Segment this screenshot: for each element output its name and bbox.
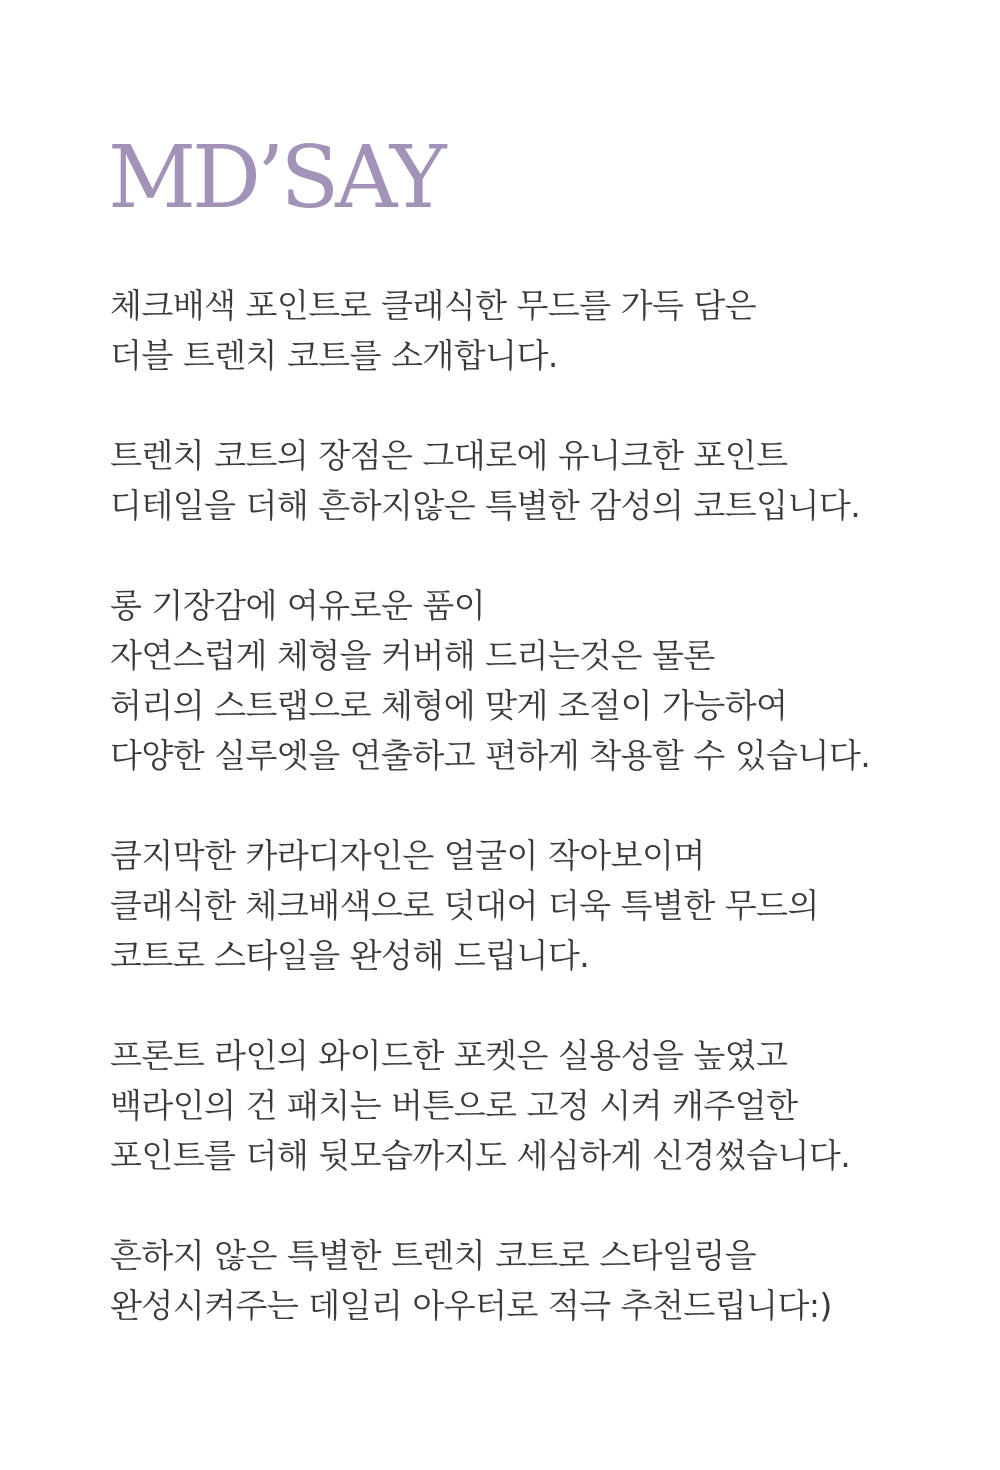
text-line: 다양한 실루엣을 연출하고 편하게 착용할 수 있습니다.: [110, 736, 871, 775]
text-line: 자연스럽게 체형을 커버해 드리는것은 물론: [110, 636, 715, 675]
text-line: 디테일을 더해 흔하지않은 특별한 감성의 코트입니다.: [110, 486, 861, 525]
text-line: 체크배색 포인트로 클래식한 무드를 가득 담은: [110, 286, 757, 325]
text-line: 클래식한 체크배색으로 덧대어 더욱 특별한 무드의: [110, 886, 819, 925]
text-line: 백라인의 건 패치는 버튼으로 고정 시켜 캐주얼한: [110, 1086, 798, 1125]
text-line: 허리의 스트랩으로 체형에 맞게 조절이 가능하여: [110, 686, 788, 725]
text-line: 완성시켜주는 데일리 아우터로 적극 추천드립니다:): [110, 1286, 832, 1325]
text-line: 코트로 스타일을 완성해 드립니다.: [110, 936, 590, 975]
paragraph-pockets: [110, 1031, 970, 1181]
paragraph-intro: [110, 281, 970, 381]
page-title: MD’SAY: [108, 128, 443, 228]
paragraph-fit: [110, 581, 970, 781]
text-line: 포인트를 더해 뒷모습까지도 세심하게 신경썼습니다.: [110, 1136, 851, 1175]
text-line: 큼지막한 카라디자인은 얼굴이 작아보이며: [110, 836, 705, 875]
text-line: 프론트 라인의 와이드한 포켓은 실용성을 높였고: [110, 1036, 788, 1075]
text-line: 롱 기장감에 여유로운 품이: [110, 586, 486, 625]
paragraph-recommend: [110, 1231, 970, 1331]
text-line: 더블 트렌치 코트를 소개합니다.: [110, 336, 558, 375]
paragraph-detail: [110, 431, 970, 531]
paragraph-collar: [110, 831, 970, 981]
text-line: 흔하지 않은 특별한 트렌치 코트로 스타일링을: [110, 1236, 757, 1275]
description-body: [110, 281, 970, 1381]
text-line: 트렌치 코트의 장점은 그대로에 유니크한 포인트: [110, 436, 788, 475]
